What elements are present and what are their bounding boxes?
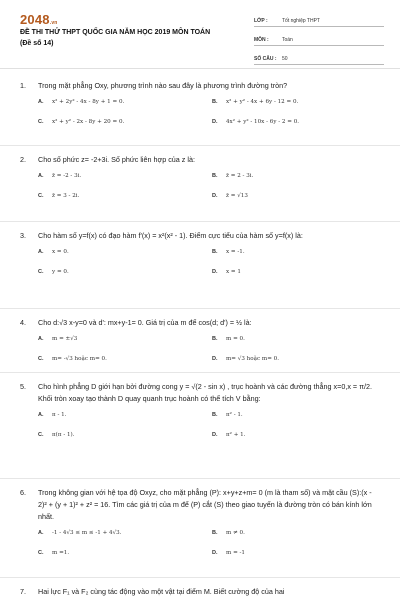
meta-subject	[254, 33, 384, 46]
option-a[interactable]: A. x = 0.	[38, 249, 69, 255]
question-text: Hai lực F₁ và F₂ cùng tác động vào một vật tại điểm M. Biết cường độ của hai	[38, 587, 285, 596]
question-number: 2.	[20, 155, 26, 164]
question-text: Trong mặt phẳng Oxy, phương trình nào sau đây là phương trình đường tròn?	[38, 81, 288, 90]
option-c[interactable]: C. y = 0.	[38, 269, 69, 275]
option-d[interactable]: D. m = -1	[212, 550, 245, 556]
option-c[interactable]: C. π(π - 1).	[38, 432, 75, 438]
meta-value: 50	[282, 56, 288, 62]
question-number: 6.	[20, 488, 26, 497]
question-number: 5.	[20, 382, 26, 391]
meta-key: MÔN :	[254, 37, 269, 43]
meta-count	[254, 52, 384, 65]
option-b[interactable]: B. z̄ = 2 - 3i.	[212, 173, 254, 179]
answer-options	[20, 92, 382, 132]
option-b[interactable]: B. m ≠ 0.	[212, 530, 245, 536]
exam-meta	[254, 14, 384, 71]
question-4	[0, 309, 400, 373]
meta-key: LỚP :	[254, 18, 268, 24]
question-number: 4.	[20, 318, 26, 327]
answer-options	[20, 242, 382, 282]
option-d[interactable]: D. z̄ = √13	[212, 193, 248, 199]
question-text: Cho hàm số y=f(x) có đạo hàm f'(x) = x²(x² - 1). Điểm cực tiểu của hàm số y=f(x) là:	[38, 231, 303, 240]
exam-subtitle: (Đề số 14)	[20, 40, 54, 47]
option-b[interactable]: B. x² + y² - 4x + 6y - 12 = 0.	[212, 99, 299, 105]
question-2	[0, 146, 400, 222]
meta-value: Tốt nghiệp THPT	[282, 18, 320, 24]
exam-header	[0, 0, 400, 66]
exam-title: ĐỀ THI THỬ THPT QUỐC GIA NĂM HỌC 2019 MÔN TOÁN	[20, 29, 211, 36]
meta-class	[254, 14, 384, 27]
question-1	[0, 72, 400, 146]
meta-value: Toán	[282, 37, 293, 43]
meta-key: SỐ CÂU :	[254, 56, 277, 62]
question-number: 3.	[20, 231, 26, 240]
option-c[interactable]: C. m =1.	[38, 550, 70, 556]
question-text: Cho hình phẳng D giới hạn bởi đường cong y = √(2 - sin x) , trục hoành và các đường thẳng x=0,x = π/2. Khối tròn xoay tạo thành D quay quanh trục hoành có thể tích V bằng:	[38, 382, 373, 403]
question-text: Cho số phức z= -2+3i. Số phức liên hợp của z là:	[38, 155, 195, 164]
option-b[interactable]: B. x = -1.	[212, 249, 245, 255]
option-d[interactable]: D. x = 1	[212, 269, 241, 275]
question-5	[0, 373, 400, 479]
option-a[interactable]: A. x² + 2y² - 4x - 8y + 1 = 0.	[38, 99, 125, 105]
question-list	[0, 72, 400, 598]
option-c[interactable]: C. x² + y² - 2x - 8y + 20 = 0.	[38, 119, 125, 125]
question-3	[0, 222, 400, 309]
header-divider	[0, 68, 400, 69]
option-b[interactable]: B. m = 0.	[212, 336, 245, 342]
option-d[interactable]: D. π² + 1.	[212, 432, 246, 438]
question-number: 1.	[20, 81, 26, 90]
option-b[interactable]: B. π² - 1.	[212, 412, 243, 418]
answer-options	[20, 523, 382, 563]
option-c[interactable]: C. m= -√3 hoặc m= 0.	[38, 356, 107, 362]
option-a[interactable]: A. -1 - 4√3 ≤ m ≤ -1 + 4√3.	[38, 530, 122, 536]
option-a[interactable]: A. π - 1.	[38, 412, 67, 418]
question-6	[0, 479, 400, 578]
question-number: 7.	[20, 587, 26, 596]
answer-options	[20, 405, 382, 445]
option-c[interactable]: C. z̄ = 3 - 2i.	[38, 193, 80, 199]
answer-options	[20, 329, 382, 369]
option-a[interactable]: A. z̄ = -2 - 3i.	[38, 173, 82, 179]
option-a[interactable]: A. m = ±√3	[38, 336, 78, 342]
question-text: Trong không gian với hệ tọa độ Oxyz, cho mặt phẳng (P): x+y+z+m= 0 (m là tham số) và mặt cầu (S):(x - 2)² + (y + 1)² + z² = 16. Tìm các giá trị của m để (P) cắt (S) theo giao tuyến là đường tròn có bán kính lớn nhất.	[38, 488, 372, 521]
site-logo[interactable]: 2048.vn	[20, 12, 58, 27]
question-7	[0, 578, 400, 598]
question-text: Cho d:√3 x-y=0 và d': mx+y-1= 0. Giá trị của m để cos(d; d') = ½ là:	[38, 318, 252, 327]
option-d[interactable]: D. m= √3 hoặc m= 0.	[212, 356, 279, 362]
option-d[interactable]: D. 4x² + y² - 10x - 6y - 2 = 0.	[212, 119, 300, 125]
answer-options	[20, 166, 382, 206]
